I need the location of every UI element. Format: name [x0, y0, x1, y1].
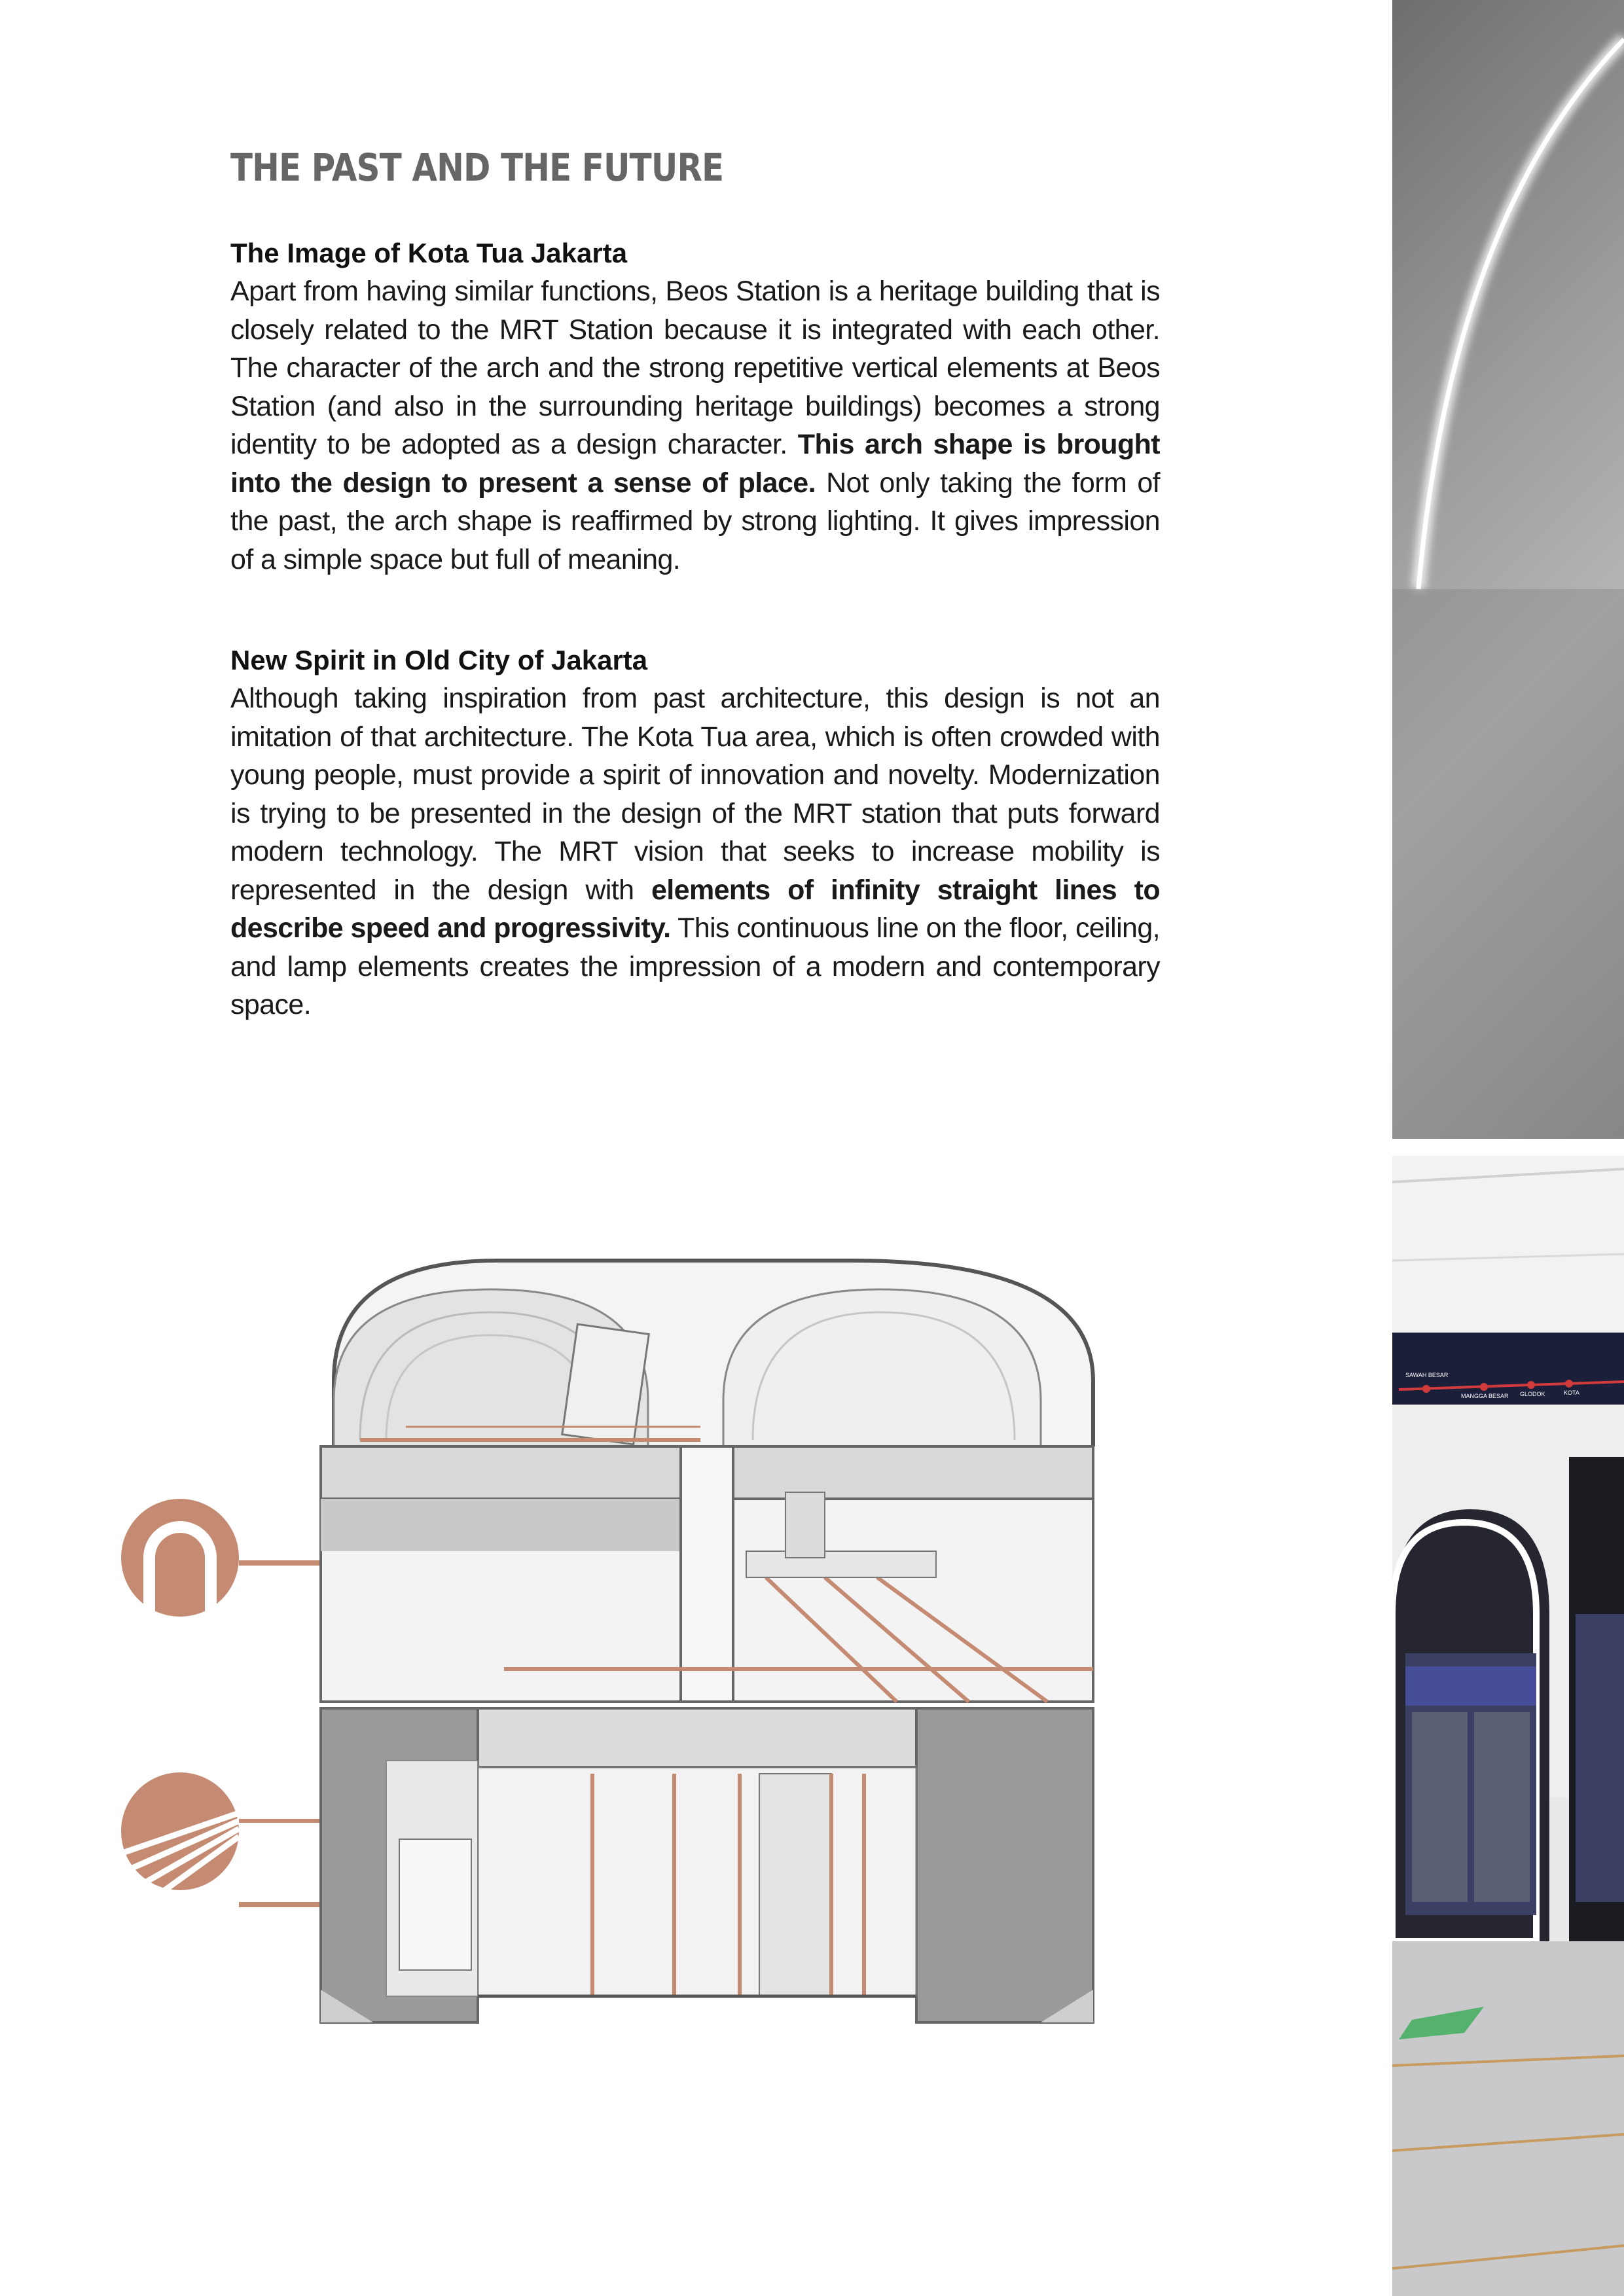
- upper-arches: [334, 1261, 1093, 1446]
- route-station-marker: [1565, 1380, 1573, 1388]
- route-station-marker: [1527, 1381, 1535, 1389]
- body-text: Although taking inspiration from past architecture, this design is not an imitation of that architecture. The Kota Tua area, which is often crowded with young people, must provide a spirit of innovation and novelty. Modernization is trying to be presented in the design of the MRT station that puts forward modern technology. The MRT vision that seeks to increase mobility is represented in the design with: [230, 683, 1160, 906]
- body-text: Apart from having similar functions, Beos Station is a heritage building that is closely related to the MRT Station because it is integrated with each other. The character of the arch and the strong repetitive vertical elements at Beos Station (and also in the surrounding heritage buildings) becomes a strong identity to be adopted as a design character.: [230, 276, 1160, 460]
- route-station-label: SAWAH BESAR: [1405, 1372, 1449, 1378]
- station-section-diagram: [111, 1250, 1106, 2036]
- section-new-spirit: [230, 641, 1160, 1024]
- section-kota-tua-image: [230, 234, 1160, 579]
- speed-lines-icon: [121, 1772, 239, 1898]
- platform-photo: [1392, 1156, 1624, 2296]
- body-emphasis: This arch shape is brought into the design to present a sense of place.: [230, 429, 1160, 499]
- route-station-marker: [1422, 1385, 1430, 1393]
- platform-level: [321, 1708, 1093, 2022]
- concourse-level: [321, 1446, 1093, 1702]
- body-text: Not only taking the form of the past, the arch shape is reaffirmed by strong lighting. It gives impression of a simple space but full of meaning.: [230, 467, 1161, 575]
- route-station-label: MANGGA BESAR: [1461, 1393, 1509, 1399]
- route-station-label: GLODOK: [1520, 1391, 1545, 1397]
- platform-scene: [1392, 1156, 1624, 2296]
- body-text: This continuous line on the floor, ceiling, and lamp elements creates the impression of a modern and contemporary space.: [230, 912, 1160, 1020]
- train: [399, 1839, 471, 1970]
- section-body: [230, 679, 1160, 1024]
- section-body: [230, 272, 1160, 579]
- route-station-label: KOTA: [1564, 1390, 1579, 1396]
- section-heading: New Spirit in Old City of Jakarta: [230, 645, 648, 675]
- page-title: THE PAST AND THE FUTURE: [230, 145, 724, 190]
- arch-light-line: [1392, 0, 1624, 1139]
- route-station-marker: [1480, 1383, 1488, 1391]
- body-emphasis: elements of infinity straight lines to describe speed and progressivity.: [230, 874, 1161, 944]
- section-heading: The Image of Kota Tua Jakarta: [230, 238, 628, 268]
- arch-icon: [121, 1499, 239, 1617]
- arch-light-photo: [1392, 0, 1624, 1139]
